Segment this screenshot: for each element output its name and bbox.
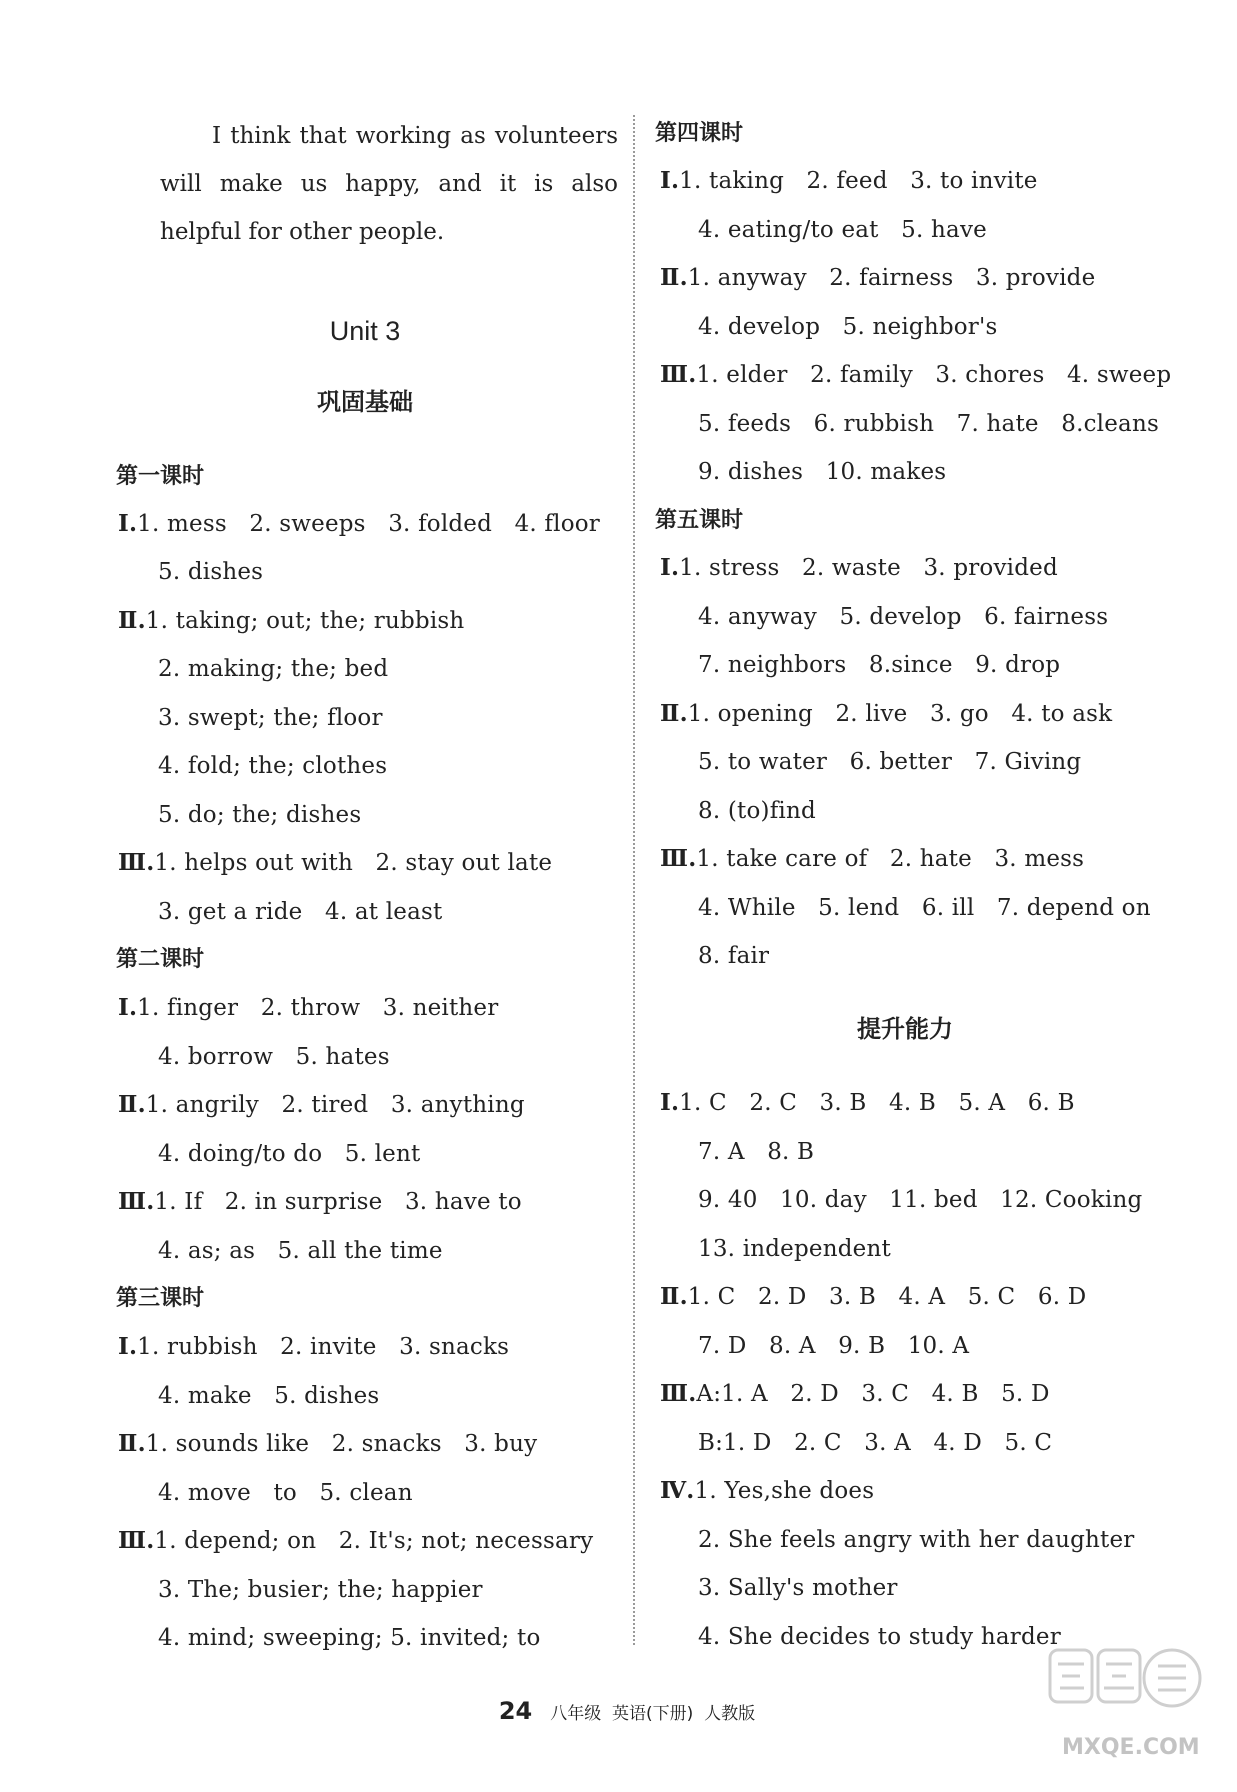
answer-line [118,606,464,636]
answer-text: 1. If 2. in surprise 3. have to [154,1189,522,1215]
answer-text: 4. doing/to do 5. lent [158,1141,421,1167]
answer-text: 9. 40 10. day 11. bed 12. Cooking [698,1187,1143,1213]
answer-line [158,1381,379,1411]
answer-line [660,1088,1075,1118]
lesson-heading: 第四课时 [655,121,744,146]
answer-text: 1. rubbish 2. invite 3. snacks [137,1334,510,1360]
answer-text: 7. neighbors 8.since 9. drop [698,652,1061,678]
roman-numeral: Ⅱ. [660,1283,688,1310]
intro-paragraph: I think that working as volunteers will make us happy, and it is also helpful for other people. [160,123,618,245]
answer-text: 9. dishes 10. makes [698,459,947,485]
answer-line [660,263,1095,293]
answer-line [118,993,498,1023]
answer-text: 1. opening 2. live 3. go 4. to ask [687,701,1113,727]
answer-line [158,1478,413,1508]
answer-line [698,941,769,971]
roman-numeral: Ⅰ. [660,1089,680,1116]
answer-text: 4. as; as 5. all the time [158,1238,443,1264]
answer-text: 1. taking; out; the; rubbish [145,608,465,634]
answer-line [660,1282,1086,1312]
answer-text: 4. borrow 5. hates [158,1044,390,1070]
answer-line [158,1575,483,1605]
answer-line [698,1331,969,1361]
answer-line [118,1429,537,1459]
answer-line [158,897,442,927]
answer-text: 4. While 5. lend 6. ill 7. depend on [698,895,1151,921]
answer-text: 4. fold; the; clothes [158,753,388,779]
roman-numeral: Ⅱ. [118,607,146,634]
answer-text: 1. taking 2. feed 3. to invite [679,168,1038,194]
roman-numeral: Ⅲ. [660,361,697,388]
answer-text: 4. develop 5. neighbor's [698,314,998,340]
answer-line [660,1379,1050,1409]
answer-text: 1. depend; on 2. It's; not; necessary [154,1528,594,1554]
answer-text: 5. feeds 6. rubbish 7. hate 8.cleans [698,411,1159,437]
answer-line [660,1476,874,1506]
answer-line [158,1139,420,1169]
footer-grade: 八年级 [550,1704,602,1724]
roman-numeral: Ⅰ. [660,554,680,581]
answer-text: 5. do; the; dishes [158,802,362,828]
answer-text: 1. take care of 2. hate 3. mess [696,846,1085,872]
answer-text: 4. mind; sweeping; 5. invited; to [158,1625,541,1651]
answer-line [698,650,1060,680]
answer-text: 4. anyway 5. develop 6. fairness [698,604,1109,630]
lesson-heading: 第五课时 [655,508,744,533]
answer-line [158,654,388,684]
answer-line [698,602,1108,632]
answer-text: 7. A 8. B [698,1139,815,1165]
answer-line [118,848,552,878]
answer-text: 5. dishes [158,559,264,585]
answer-text: 1. Yes,she does [694,1478,875,1504]
roman-numeral: Ⅰ. [660,167,680,194]
answer-text: 4. make 5. dishes [158,1383,380,1409]
answer-line [698,1428,1052,1458]
answer-line [698,747,1081,777]
answer-line [660,166,1038,196]
answer-text: 1. sounds like 2. snacks 3. buy [145,1431,538,1457]
answer-line [118,1090,525,1120]
page-number: 24 [498,1697,533,1725]
answer-line [158,1042,390,1072]
roman-numeral: Ⅲ. [660,1380,697,1407]
answer-line [698,215,987,245]
answer-line [698,1185,1142,1215]
column-divider [633,115,635,1645]
answer-text: 1. elder 2. family 3. chores 4. sweep [696,362,1172,388]
answer-line [660,699,1112,729]
answer-text: B:1. D 2. C 3. A 4. D 5. C [698,1430,1053,1456]
watermark-url: MXQE.COM [1062,1735,1200,1760]
page-footer [488,1666,756,1725]
answer-line [698,1137,814,1167]
answer-line [698,1573,898,1603]
answer-text: 1. stress 2. waste 3. provided [679,555,1058,581]
answer-line [660,553,1058,583]
roman-numeral: Ⅱ. [660,264,688,291]
answer-text: 13. independent [698,1236,891,1262]
answer-text: 1. C 2. C 3. B 4. B 5. A 6. B [679,1090,1075,1116]
lesson-heading: 第一课时 [116,464,205,489]
answer-line [158,1623,541,1653]
answer-text: 2. making; the; bed [158,656,389,682]
footer-edition: 人教版 [704,1704,756,1724]
answer-line [660,360,1171,390]
roman-numeral: Ⅰ. [118,510,138,537]
roman-numeral: Ⅲ. [118,1527,155,1554]
roman-numeral: Ⅳ. [660,1477,695,1504]
lesson-heading: 第二课时 [116,947,205,972]
answer-line [118,509,600,539]
answer-line [698,409,1159,439]
answer-text: 1. helps out with 2. stay out late [154,850,553,876]
answer-line [698,1622,1061,1652]
roman-numeral: Ⅰ. [118,1333,138,1360]
answer-text: 5. to water 6. better 7. Giving [698,749,1082,775]
answer-line [158,1236,443,1266]
answer-line [158,557,263,587]
answer-text: 1. C 2. D 3. B 4. A 5. C 6. D [687,1284,1087,1310]
answer-line [158,751,387,781]
answer-text: 4. She decides to study harder [698,1624,1061,1650]
answer-text: 1. mess 2. sweeps 3. folded 4. floor [137,511,600,537]
answer-text: 3. Sally's mother [698,1575,898,1601]
unit-title: Unit 3 [329,316,401,346]
footer-subject: 英语(下册) [612,1704,694,1724]
roman-numeral: Ⅱ. [118,1091,146,1118]
answer-text: 1. finger 2. throw 3. neither [137,995,499,1021]
answer-text: 1. anyway 2. fairness 3. provide [687,265,1096,291]
answer-text: 3. swept; the; floor [158,705,383,731]
roman-numeral: Ⅱ. [118,1430,146,1457]
answer-text: 7. D 8. A 9. B 10. A [698,1333,970,1359]
watermark-logo [1032,1636,1217,1786]
answer-line [118,1332,509,1362]
answer-line [698,1234,891,1264]
answer-text: 3. get a ride 4. at least [158,899,443,925]
answer-line [698,312,998,342]
answer-text: A:1. A 2. D 3. C 4. B 5. D [696,1381,1050,1407]
answer-line [698,796,816,826]
answer-text: 8. fair [698,943,770,969]
answer-line [698,893,1151,923]
answer-text: 2. She feels angry with her daughter [698,1527,1135,1553]
answer-text: 8. (to)find [698,798,816,824]
answer-line [698,457,946,487]
answer-line [660,844,1084,874]
answer-line [158,800,361,830]
answer-line [118,1526,593,1556]
answer-text: 3. The; busier; the; happier [158,1577,483,1603]
lesson-heading: 第三课时 [116,1286,205,1311]
answer-text: 4. eating/to eat 5. have [698,217,987,243]
roman-numeral: Ⅱ. [660,700,688,727]
roman-numeral: Ⅰ. [118,994,138,1021]
roman-numeral: Ⅲ. [660,845,697,872]
roman-numeral: Ⅲ. [118,1188,155,1215]
section-title-consolidate: 巩固基础 [317,388,413,416]
section-title-ability: 提升能力 [857,1015,953,1043]
answer-line [158,703,383,733]
roman-numeral: Ⅲ. [118,849,155,876]
answer-text: 4. move to 5. clean [158,1480,413,1506]
answer-line [698,1525,1134,1555]
answer-text: 1. angrily 2. tired 3. anything [145,1092,525,1118]
answer-line [118,1187,522,1217]
